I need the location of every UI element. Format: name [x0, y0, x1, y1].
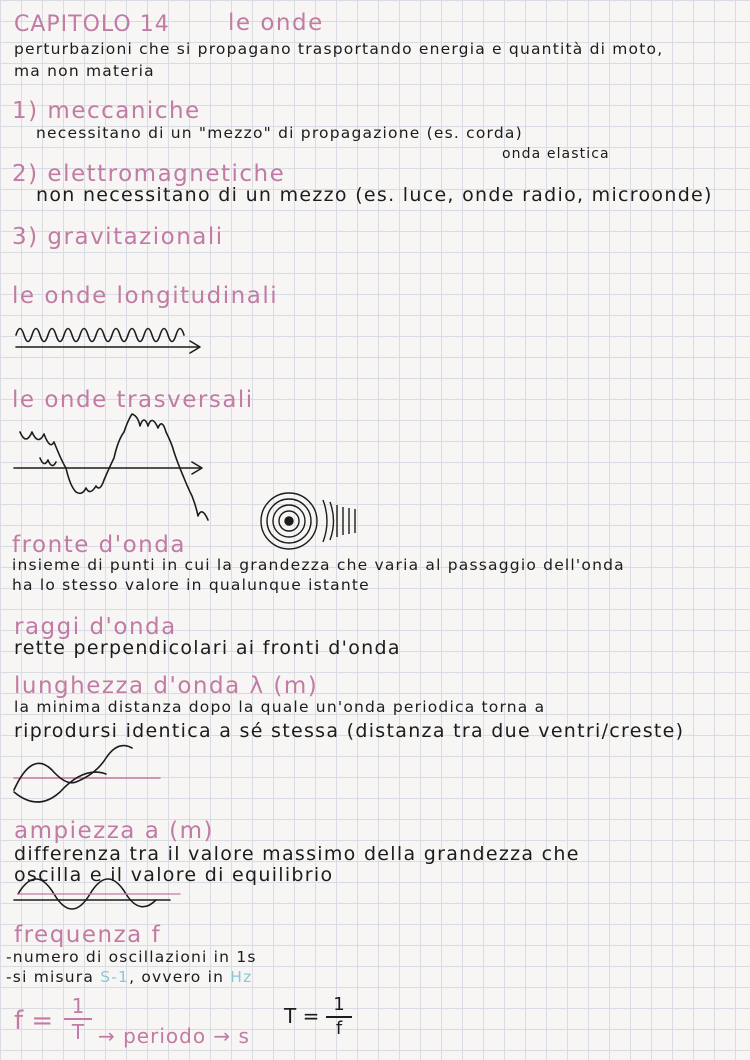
longitudinal-title: le onde longitudinali [12, 283, 279, 309]
formula-f-numerator: 1 [71, 994, 85, 1018]
wavelength-line-1: la minima distanza dopo la quale un'onda periodica torna a [14, 698, 546, 716]
intro-line-1: perturbazioni che si propagano trasportando energia e quantità di moto, [14, 40, 664, 58]
frequency-measure-text: -si misura [6, 968, 95, 986]
type-grav-label: 3) gravitazionali [12, 224, 224, 250]
frequency-line-2 [6, 970, 252, 986]
wavefront-circles [261, 493, 355, 549]
formula-f-fraction [64, 996, 92, 1042]
formula-f-denominator: T [71, 1019, 85, 1044]
topic-title: le onde [228, 10, 324, 36]
formula-f-lhs: f = [14, 1006, 54, 1036]
transverse-title: le onde trasversali [12, 387, 254, 413]
period-label: → periodo → s [98, 1024, 250, 1048]
wavelength-line-2: riprodursi identica a sé stessa (distanza tra due ventri/creste) [14, 720, 685, 742]
formula-T-fraction [326, 996, 352, 1038]
wavelength-title: lunghezza d'onda λ (m) [14, 673, 319, 699]
type-em-label: 2) elettromagnetiche [12, 161, 286, 187]
type-mechanical-note: onda elastica [502, 146, 610, 162]
transverse-wave-sketch [14, 414, 208, 520]
frequency-unit-hz: Hz [230, 968, 253, 986]
frequency-line-1: -numero di oscillazioni in 1s [6, 948, 257, 966]
chapter-title: CAPITOLO 14 [14, 12, 170, 37]
amplitude-title: ampiezza a (m) [14, 818, 214, 844]
formula-T-lhs: T = [284, 1004, 320, 1028]
type-mechanical-desc: necessitano di un "mezzo" di propagazione (es. corda) [36, 124, 523, 142]
type-mechanical-label: 1) meccaniche [12, 98, 201, 124]
frequency-title: frequenza f [14, 922, 162, 948]
rays-title: raggi d'onda [14, 614, 177, 640]
longitudinal-wave-sketch [16, 329, 200, 354]
formula-T-numerator: 1 [333, 994, 345, 1015]
wavefront-line-2: ha lo stesso valore in qualunque istante [12, 576, 370, 594]
amplitude-line-2: oscilla e il valore di equilibrio [14, 864, 334, 886]
wavelength-wave-sketch [14, 746, 160, 802]
frequency-unit-s: S-1 [100, 968, 130, 986]
rays-line-1: rette perpendicolari ai fronti d'onda [14, 637, 401, 659]
intro-line-2: ma non materia [14, 62, 155, 80]
type-em-desc: non necessitano di un mezzo (es. luce, onde radio, microonde) [36, 184, 713, 206]
wavefront-title: fronte d'onda [12, 532, 186, 558]
wavefront-line-1: insieme di punti in cui la grandezza che varia al passaggio dell'onda [12, 556, 625, 574]
amplitude-line-1: differenza tra il valore massimo della grandezza che [14, 843, 580, 865]
frequency-ovvero-text: , ovvero in [129, 968, 225, 986]
formula-T-denominator: f [335, 1017, 343, 1039]
